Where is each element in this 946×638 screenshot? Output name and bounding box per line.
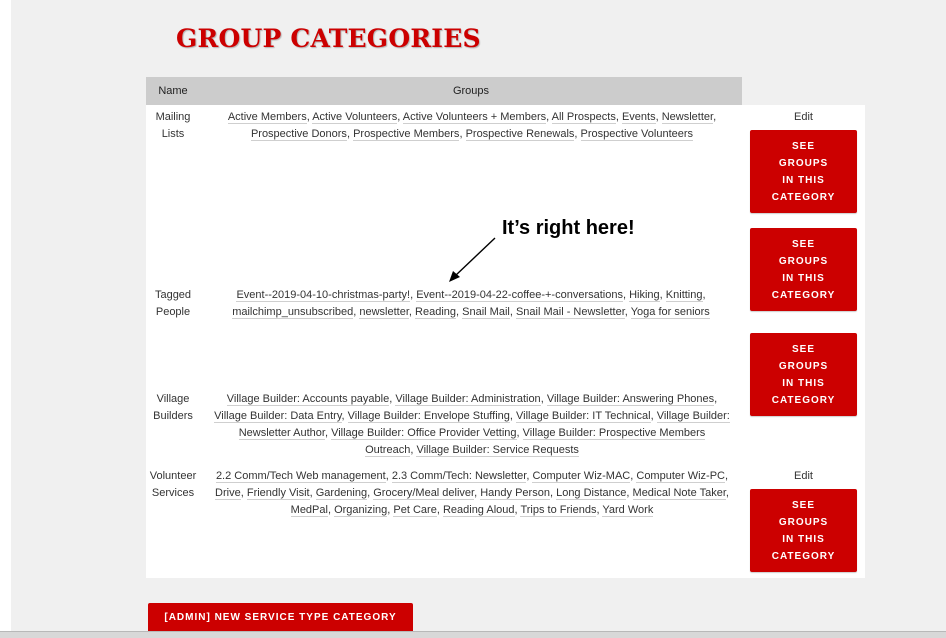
header-name: Name (158, 85, 188, 97)
annotation-arrow-icon (445, 236, 501, 286)
group-link[interactable]: Computer Wiz-MAC (532, 470, 631, 482)
header-groups: Groups (452, 85, 490, 97)
group-link[interactable]: newsletter (359, 306, 409, 318)
group-link[interactable]: Grocery/Meal deliver (373, 487, 475, 499)
row-mailing-lists-groups: Active Members, Active Volunteers, Active Volunteers + Members, All Prospects, Events, Newsletter, Prospective Donors, Prospective Members, Prospective Renewals, Prospective Volunteers (227, 111, 717, 140)
annotation-callout: It’s right here! (502, 217, 635, 239)
group-link[interactable]: Handy Person (480, 487, 550, 499)
row-tagged-people-groups: Event--2019-04-10-christmas-party!, Event--2019-04-22-coffee-+-conversations, Hiking, Knitting, mailchimp_unsubscribed, newsletter, Reading, Snail Mail, Snail Mail - Newsletter, Yoga for seniors (232, 289, 710, 318)
page-title: GROUP CATEGORIES (176, 24, 481, 53)
row-mailing-lists-name: Mailing Lists (155, 111, 191, 140)
edit-link[interactable]: Edit (794, 111, 813, 123)
see-groups-label: SEE GROUPS IN THIS CATEGORY (771, 499, 836, 562)
group-link[interactable]: Snail Mail (462, 306, 510, 318)
group-link[interactable]: Village Builder: IT Technical (516, 410, 651, 422)
group-link[interactable]: Village Builder: Accounts payable (226, 393, 390, 405)
group-link[interactable]: Village Builder: Service Requests (416, 444, 579, 456)
group-link[interactable]: Medical Note Taker (632, 487, 726, 499)
group-link[interactable]: Long Distance (556, 487, 627, 499)
group-link[interactable]: Village Builder: Answering Phones (546, 393, 715, 405)
see-groups-label: SEE GROUPS IN THIS CATEGORY (771, 140, 836, 203)
see-groups-button[interactable] (750, 333, 857, 416)
group-link[interactable]: Newsletter (661, 111, 714, 123)
group-link[interactable]: Active Members (227, 111, 307, 123)
group-link[interactable]: Event--2019-04-22-coffee-+-conversations (416, 289, 623, 301)
edit-link[interactable]: Edit (794, 470, 813, 482)
group-link[interactable]: 2.2 Comm/Tech Web management (215, 470, 386, 482)
table-header (146, 77, 742, 105)
row-volunteer-services-groups: 2.2 Comm/Tech Web management, 2.3 Comm/Tech: Newsletter, Computer Wiz-MAC, Computer Wiz-PC, Drive, Friendly Visit, Gardening, Grocery/Meal deliver, Handy Person, Long Distance, Medical Note Taker, MedPal, Organizing, Pet Care, Reading Aloud, Trips to Friends, Yard Work (215, 470, 729, 516)
group-link[interactable]: Prospective Members (353, 128, 460, 140)
group-link[interactable]: Village Builder: Envelope Stuffing (347, 410, 510, 422)
row-volunteer-services-name: Volunteer Services (149, 470, 197, 499)
see-groups-button[interactable] (750, 489, 857, 572)
group-link[interactable]: mailchimp_unsubscribed (232, 306, 354, 318)
group-link[interactable]: Prospective Renewals (465, 128, 575, 140)
new-service-type-category-button[interactable]: [ADMIN] NEW SERVICE TYPE CATEGORY (148, 603, 413, 631)
group-link[interactable]: Gardening (315, 487, 368, 499)
group-link[interactable]: Reading Aloud (442, 504, 515, 516)
see-groups-button[interactable] (750, 228, 857, 311)
group-link[interactable]: Reading (415, 306, 457, 318)
group-link[interactable]: Active Volunteers (312, 111, 398, 123)
group-link[interactable]: Snail Mail - Newsletter (515, 306, 625, 318)
see-groups-label: SEE GROUPS IN THIS CATEGORY (771, 343, 836, 406)
group-link[interactable]: Hiking (629, 289, 660, 301)
group-link[interactable]: Village Builder: Administration (395, 393, 541, 405)
see-groups-button[interactable] (750, 130, 857, 213)
group-link[interactable]: Yoga for seniors (630, 306, 710, 318)
group-link[interactable]: MedPal (290, 504, 328, 516)
group-link[interactable]: Prospective Donors (250, 128, 347, 140)
group-link[interactable]: Organizing (334, 504, 388, 516)
group-link[interactable]: Events (621, 111, 656, 123)
group-link[interactable]: Village Builder: Prospective Members Outreach (365, 427, 706, 456)
group-link[interactable]: Trips to Friends (520, 504, 597, 516)
group-categories-table (146, 105, 865, 578)
group-link[interactable]: Knitting (665, 289, 703, 301)
see-groups-label: SEE GROUPS IN THIS CATEGORY (771, 238, 836, 301)
group-link[interactable]: Village Builder: Data Entry (214, 410, 342, 422)
group-link[interactable]: Friendly Visit (246, 487, 310, 499)
group-link[interactable]: 2.3 Comm/Tech: Newsletter (391, 470, 527, 482)
row-village-builders-groups: Village Builder: Accounts payable, Village Builder: Administration, Village Builder: Answering Phones, Village Builder: Data Entry, Village Builder: Envelope Stuffing, Village Builder: IT Technical, Village Builder: Newsletter Author, Village Builder: Office Provider Vetting, Village Builder: Prospective Members Outreach, Village Builder: Service Requests (214, 393, 730, 456)
group-link[interactable]: Event--2019-04-10-christmas-party! (236, 289, 411, 301)
row-tagged-people-name: Tagged People (154, 289, 192, 318)
group-link[interactable]: All Prospects (551, 111, 616, 123)
group-link[interactable]: Prospective Volunteers (580, 128, 694, 140)
group-link[interactable]: Pet Care (393, 504, 437, 516)
group-link[interactable]: Drive (215, 487, 241, 499)
group-link[interactable]: Village Builder: Newsletter Author (238, 410, 730, 439)
group-link[interactable]: Computer Wiz-PC (636, 470, 725, 482)
row-village-builders-name: Village Builders (153, 393, 193, 422)
left-page-strip (0, 0, 11, 637)
group-link[interactable]: Yard Work (602, 504, 654, 516)
group-link[interactable]: Village Builder: Office Provider Vetting (331, 427, 517, 439)
group-link[interactable]: Active Volunteers + Members (402, 111, 547, 123)
